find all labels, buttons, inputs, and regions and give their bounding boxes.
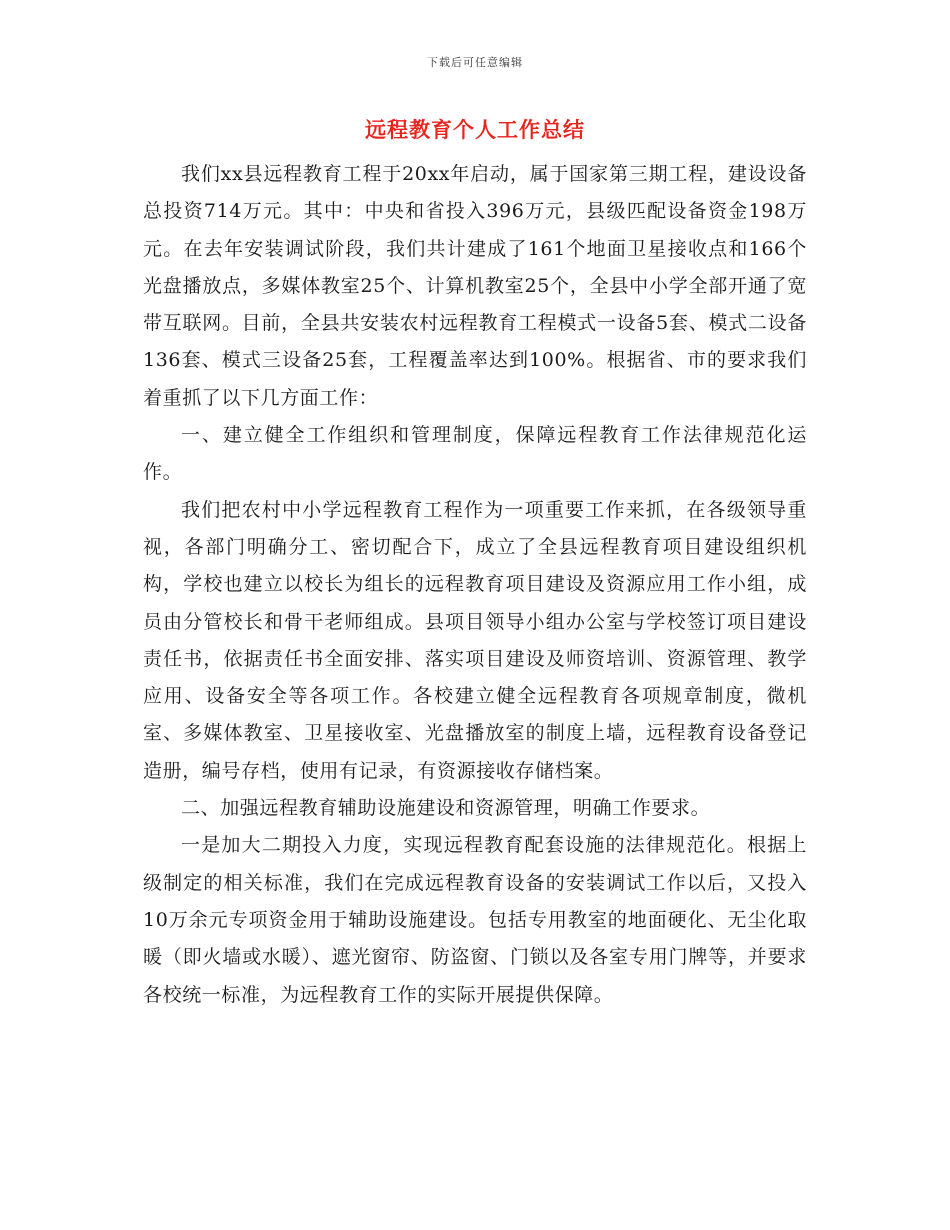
paragraph-organization: 我们把农村中小学远程教育工程作为一项重要工作来抓，在各级领导重视，各部门明确分工、密切配合下，成立了全县远程教育项目建设组织机构，学校也建立以校长为组长的远程教育项目建设及资源应用工作小组，成员由分管校长和骨干老师组成。县项目领导小组办公室与学校签订项目建设责任书，依据责任书全面安排、落实项目建设及师资培训、资源管理、教学应用、设备安全等各项工作。各校建立健全远程教育各项规章制度，微机室、多媒体教室、卫星接收室、光盘播放室的制度上墙，远程教育设备登记造册，编号存档，使用有记录，有资源接收存储档案。 <box>143 498 807 782</box>
section-heading-2: 二、加强远程教育辅助设施建设和资源管理，明确工作要求。 <box>181 797 711 820</box>
paragraph-intro: 我们xx县远程教育工程于20xx年启动，属于国家第三期工程，建设设备总投资714万元。其中：中央和省投入396万元，县级匹配设备资金198万元。在去年安装调试阶段，我们共计建成了161个地面卫星接收点和166个光盘播放点，多媒体教室25个、计算机教室25个，全县中小学全部开通了宽带互联网。目前，全县共安装农村远程教育工程模式一设备5套、模式二设备136套、模式三设备25套，工程覆盖率达到100%。根据省、市的要求我们着重抓了以下几方面工作： <box>143 163 807 409</box>
document-body <box>143 156 807 1014</box>
paragraph-facilities: 一是加大二期投入力度，实现远程教育配套设施的法律规范化。根据上级制定的相关标准，我们在完成远程教育设备的安装调试工作以后，又投入10万余元专项资金用于辅助设施建设。包括专用教室的地面硬化、无尘化取暖（即火墙或水暖）、遮光窗帘、防盗窗、门锁以及各室专用门牌等，并要求各校统一标准，为远程教育工作的实际开展提供保障。 <box>143 834 807 1006</box>
header-note: 下载后可任意编辑 <box>427 56 523 69</box>
section-heading-1: 一、建立健全工作组织和管理制度，保障远程教育工作法律规范化运作。 <box>143 424 807 484</box>
document-title: 远程教育个人工作总结 <box>365 118 585 142</box>
